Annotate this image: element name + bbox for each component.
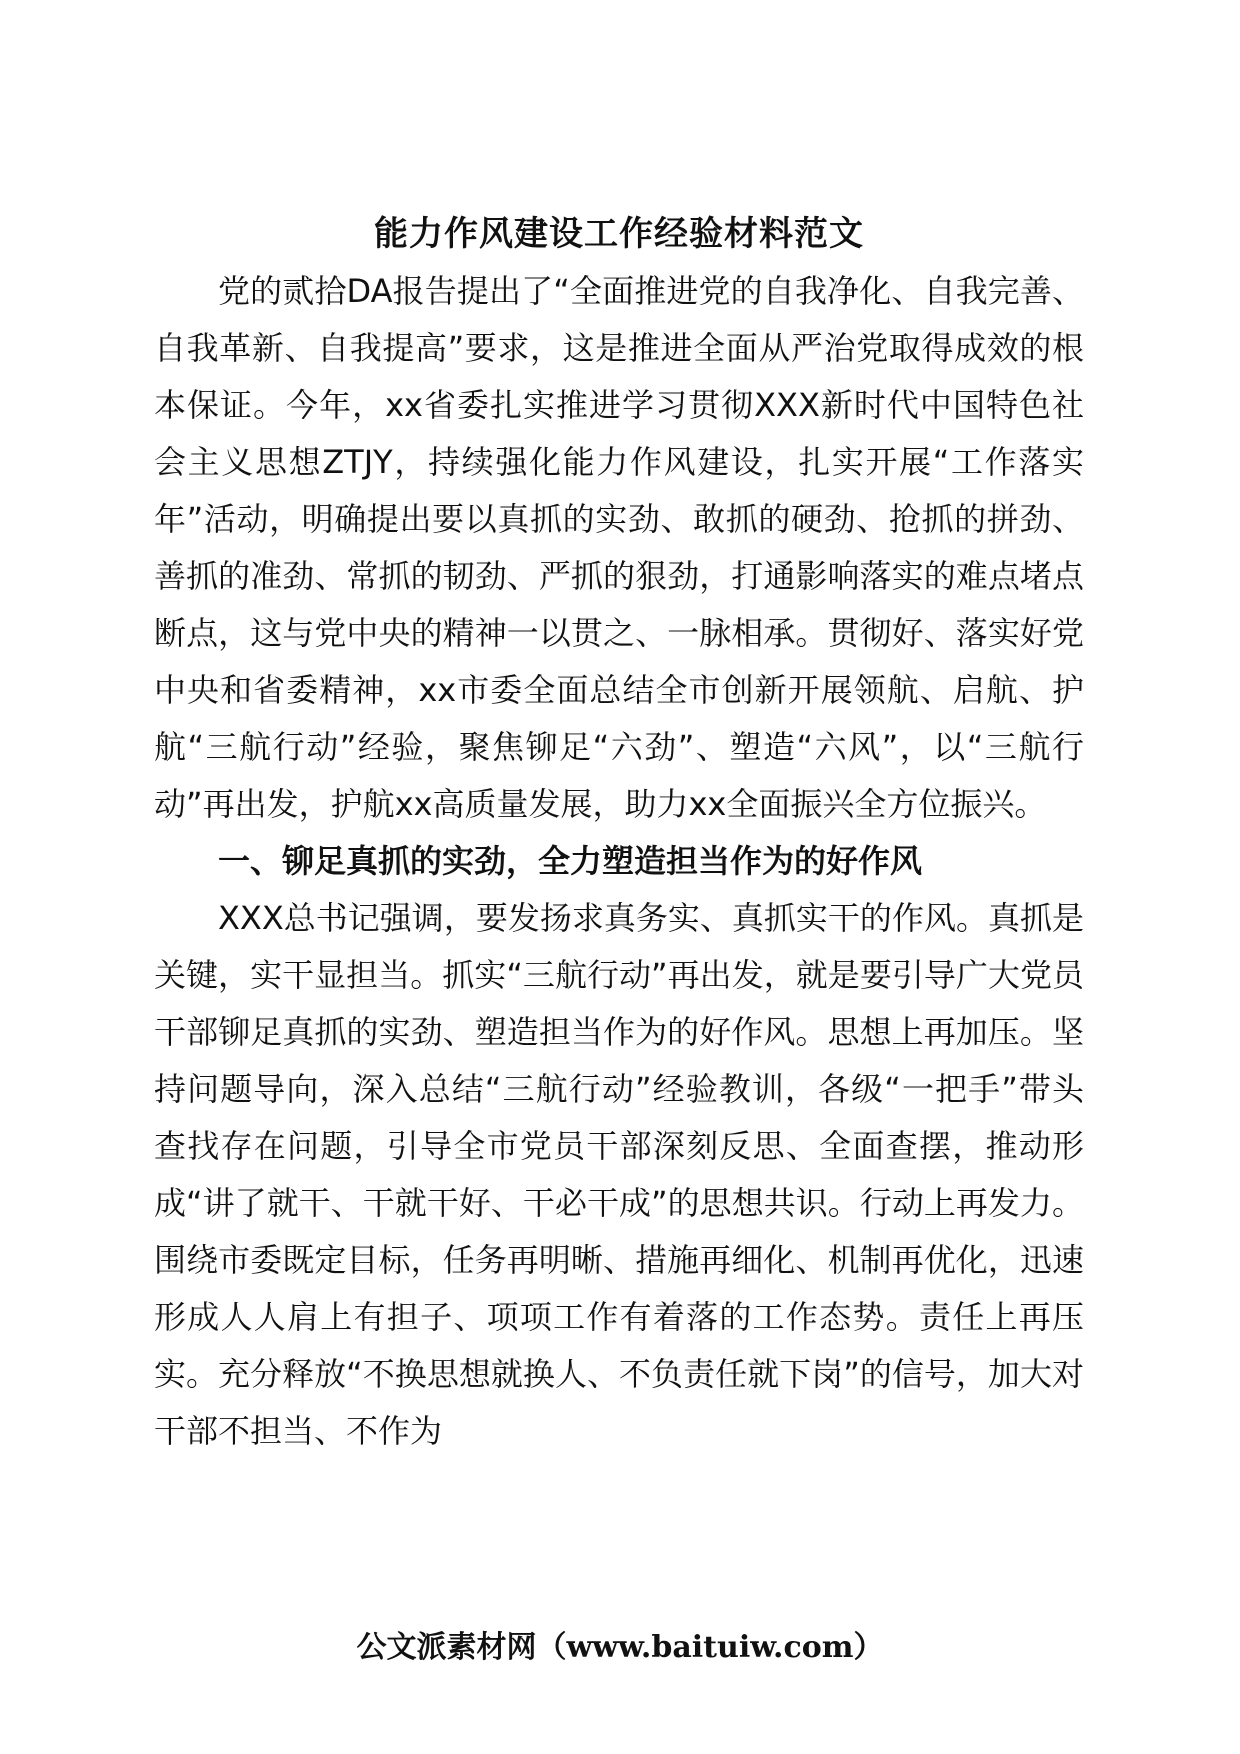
section-heading: 一、铆足真抓的实劲，全力塑造担当作为的好作风 bbox=[218, 842, 923, 880]
page-title: 能力作风建设工作经验材料范文 bbox=[374, 214, 864, 254]
footer-watermark: 公文派素材网（www.baituiw.com） bbox=[356, 1630, 884, 1665]
intro-paragraph: 党的贰拾DA报告提出了“全面推进党的自我净化、自我完善、自我革新、自我提高”要求，这是推进全面从严治党取得成效的根本保证。今年，xx省委扎实推进学习贯彻XXX新时代中国特色社会主义思想ZTJY，持续强化能力作风建设，扎实开展“工作落实年”活动，明确提出要以真抓的实劲、敢抓的硬劲、抢抓的拼劲、善抓的准劲、常抓的韧劲、严抓的狠劲，打通影响落实的难点堵点断点，这与党中央的精神一以贯之、一脉相承。贯彻好、落实好党中央和省委精神，xx市委全面总结全市创新开展领航、启航、护航“三航行动”经验，聚焦铆足“六劲”、塑造“六风”，以“三航行动”再出发，护航xx高质量发展，助力xx全面振兴全方位振兴。 bbox=[154, 272, 1084, 823]
document-body bbox=[154, 205, 1084, 1460]
body-paragraph: XXX总书记强调，要发扬求真务实、真抓实干的作风。真抓是关键，实干显担当。抓实“三航行动”再出发，就是要引导广大党员干部铆足真抓的实劲、塑造担当作为的好作风。思想上再加压。坚持问题导向，深入总结“三航行动”经验教训，各级“一把手”带头查找存在问题，引导全市党员干部深刻反思、全面查摆，推动形成“讲了就干、干就干好、干必干成”的思想共识。行动上再发力。围绕市委既定目标，任务再明晰、措施再细化、机制再优化，迅速形成人人肩上有担子、项项工作有着落的工作态势。责任上再压实。充分释放“不换思想就换人、不负责任就下岗”的信号，加大对干部不担当、不作为 bbox=[154, 899, 1084, 1450]
